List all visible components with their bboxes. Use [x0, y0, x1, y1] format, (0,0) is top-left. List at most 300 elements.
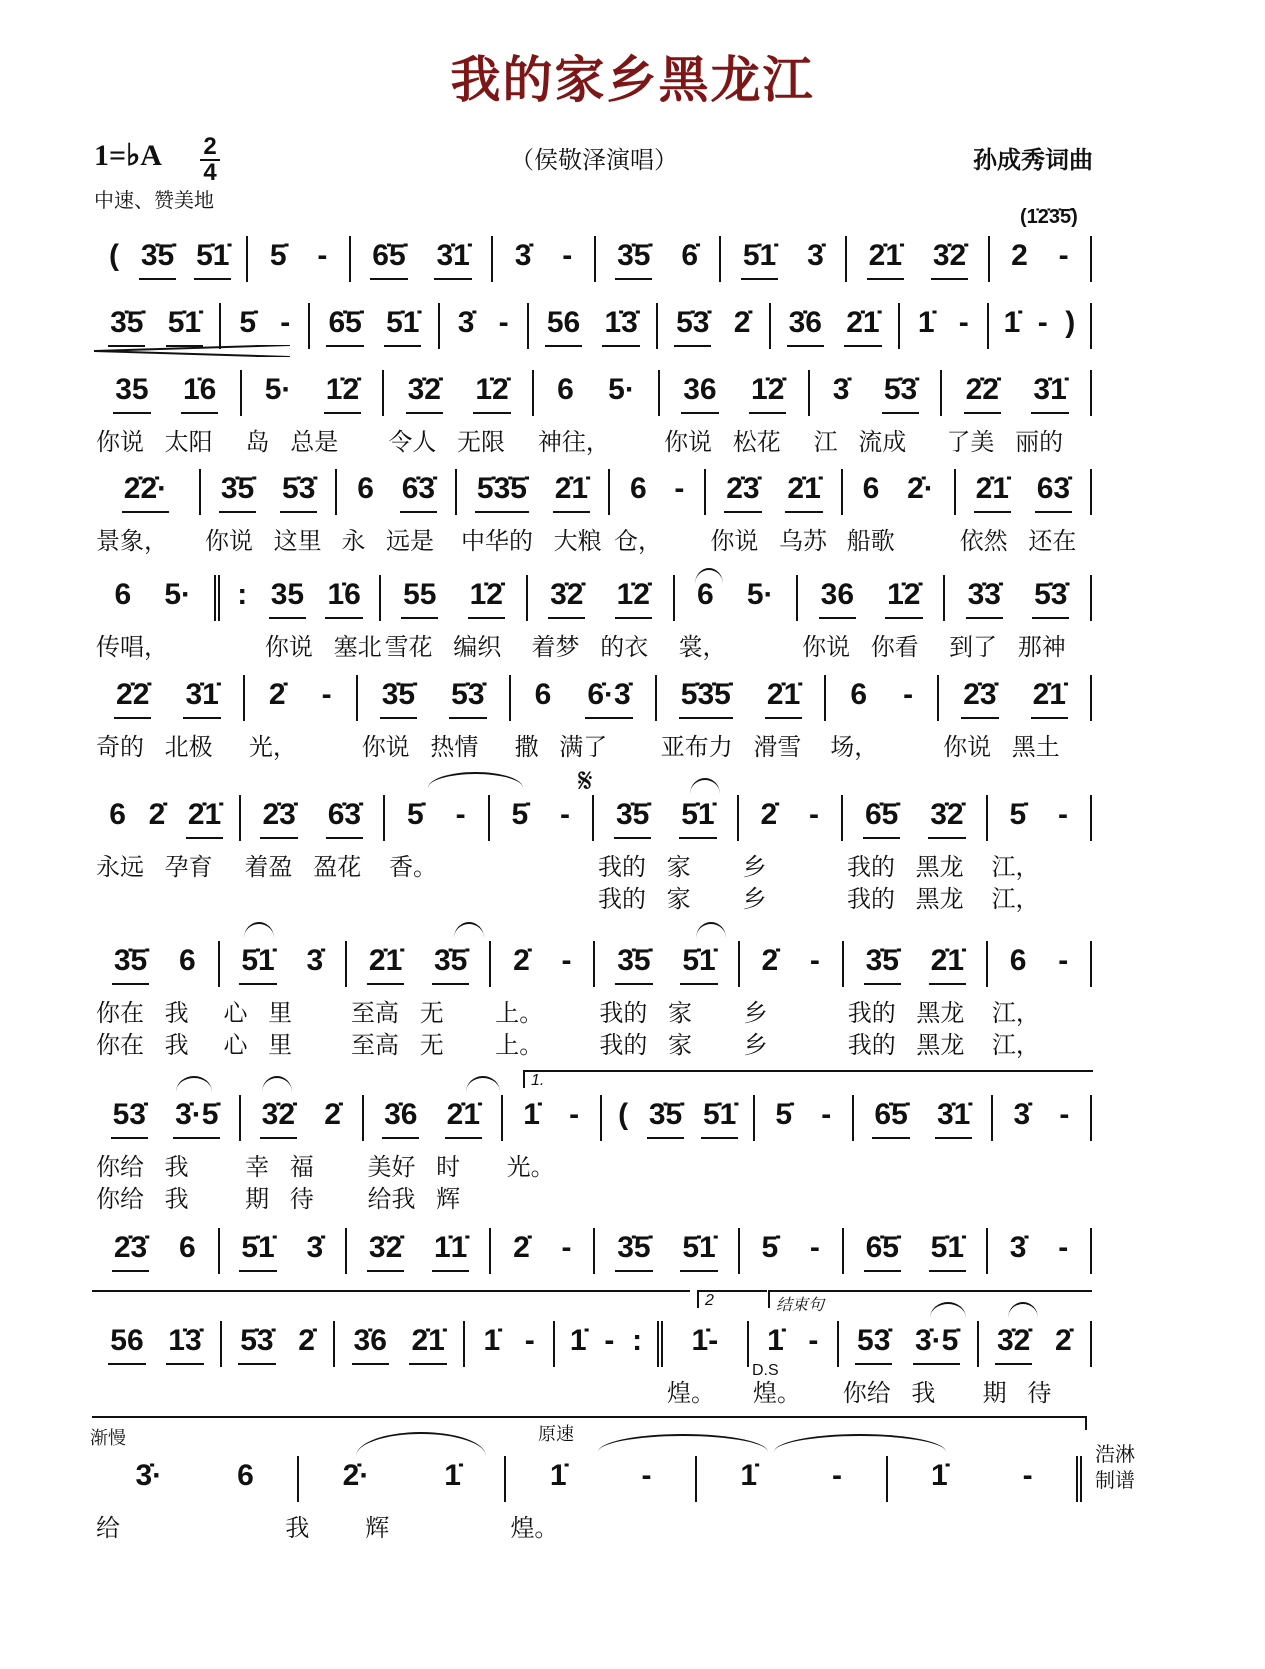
measure: [798, 575, 945, 661]
note-group: 1̇3̇: [166, 1321, 203, 1365]
lyric-verse-1: 亚布力 滑雪: [660, 734, 802, 761]
measure: [358, 675, 511, 761]
note-group: 6̇3̇: [400, 469, 437, 513]
note-group: 1̇2̇: [473, 370, 510, 414]
measure-notes: [370, 1095, 495, 1139]
lyric-verse-1: 我的 家: [599, 1000, 693, 1027]
note-group: 6: [850, 678, 868, 711]
note-group: 36: [819, 575, 856, 619]
note-group: 3̇: [306, 944, 324, 977]
note-group: 6̇5̇: [872, 1095, 909, 1139]
slur: [454, 922, 484, 938]
measure-notes: [745, 795, 835, 837]
measure: [529, 303, 658, 349]
measure: [490, 795, 594, 841]
lyric-verse-2: 乡: [742, 886, 767, 913]
measure-notes: [601, 1228, 731, 1272]
note-group: 5̇: [775, 1098, 793, 1131]
note-group: (: [618, 1098, 629, 1131]
measure: [92, 236, 248, 282]
measure: [740, 941, 844, 1059]
slur: [696, 922, 726, 938]
lyric-verse-2: 你在 我: [96, 1032, 189, 1059]
note-group: 6: [862, 472, 880, 505]
note-group: 2̇1̇: [974, 469, 1011, 513]
measure-notes: [845, 1321, 971, 1365]
measure: [854, 1095, 993, 1141]
measure-notes: [777, 303, 892, 347]
note-group: 1̇6: [325, 575, 362, 619]
note-group: 2̇3̇: [112, 1228, 149, 1272]
measure-notes: [251, 675, 350, 717]
note-group: 6̇5̇: [864, 1228, 901, 1272]
note-group: 6: [357, 472, 374, 505]
measure: [697, 1456, 888, 1502]
measure: [888, 1456, 1083, 1502]
lyric-verse-1: 永远 孕育: [96, 854, 213, 881]
measure: [92, 1095, 241, 1213]
measure: [310, 303, 439, 349]
lyric-verse-1: 船歌: [846, 528, 895, 555]
measure-notes: [608, 1095, 747, 1139]
measure-notes: [98, 370, 234, 414]
measure: [506, 1456, 697, 1542]
note-group: -: [280, 306, 291, 339]
note-group: 3̇·: [135, 1459, 163, 1492]
note-group: -: [1058, 944, 1069, 977]
bracket-line: [92, 1290, 690, 1292]
measure-notes: [226, 1228, 340, 1272]
measure-notes: [248, 370, 377, 414]
measure-notes: [499, 236, 587, 278]
note-group: 56: [108, 1321, 145, 1365]
note-group: 6̇3̇: [326, 795, 363, 839]
measure-notes: [703, 1456, 880, 1498]
lyric-verse-1: 雪花 编织: [384, 634, 502, 661]
score-line: [92, 795, 1092, 913]
measure-notes: [228, 1321, 327, 1365]
note-group: 2̇1̇: [445, 1095, 482, 1139]
note-group: 5̇: [239, 306, 257, 339]
note-group: 3̇·5̇: [913, 1321, 960, 1365]
measure: [503, 1095, 602, 1181]
note-group: 3̇2̇: [928, 795, 965, 839]
note-group: 55: [401, 575, 438, 619]
lyric-verse-1: 我的 黑龙: [847, 854, 964, 881]
note-group: 1̇2̇: [749, 370, 786, 414]
measure: [491, 941, 595, 1059]
slur: [690, 778, 720, 794]
measure: [299, 1456, 506, 1542]
measure: [245, 675, 358, 761]
measure-notes: [98, 1095, 233, 1139]
measure: [241, 795, 386, 881]
lyric-verse-2: 我的 家: [599, 1032, 693, 1059]
note-group: -: [674, 472, 685, 505]
measure-notes: [357, 236, 485, 280]
measure: [610, 469, 706, 555]
segno-icon: 𝄋: [578, 762, 593, 800]
measure: [385, 795, 489, 881]
note-group: 1̇: [569, 1324, 587, 1357]
note-group: 3̇: [1013, 1098, 1031, 1131]
measure-notes: [497, 941, 587, 983]
note-group: 2̇·: [342, 1459, 370, 1492]
measure: [491, 1228, 595, 1274]
measure-notes: [226, 575, 373, 619]
lyric-verse-1: 着梦 的衣: [531, 634, 649, 661]
note-group: 2̇: [733, 306, 751, 339]
measure-notes: [853, 236, 981, 280]
measure-notes: [226, 941, 340, 985]
note-group: 5·: [746, 578, 774, 611]
note-group: 2̇·: [907, 472, 934, 505]
note-group: 2̇: [513, 1231, 530, 1264]
measure-notes: [512, 1456, 689, 1498]
lyric-verse-1: 到了 那神: [949, 634, 1066, 661]
note-group: 6: [114, 578, 132, 611]
note-group: 2̇1̇: [844, 303, 881, 347]
note-group: 3̇: [457, 306, 475, 339]
measure-notes: [746, 941, 836, 983]
measure-notes: [616, 469, 698, 511]
note-group: -: [321, 678, 332, 711]
note-group: 3̇5̇: [108, 303, 145, 347]
measure: [242, 370, 385, 456]
lyric-verse-1: 场，: [830, 734, 879, 761]
measure-notes: [746, 1228, 836, 1270]
note-group: -: [498, 306, 509, 339]
note-group: 3̇2̇: [995, 1321, 1032, 1365]
measure: [739, 795, 843, 913]
note-group: 5̇1̇: [680, 941, 717, 985]
ritardando-marking: 渐慢: [90, 1428, 126, 1448]
lyric-verse-1: 幸 福: [245, 1154, 314, 1181]
measure: [956, 469, 1092, 555]
note-group: 5̇: [761, 1231, 779, 1264]
note-group: 63̇: [1035, 469, 1072, 513]
note-group: 2̇: [268, 678, 286, 711]
note-group: 5̇: [269, 239, 287, 272]
lyric-verse-2: 给我 辉: [367, 1186, 461, 1213]
lyric-verse-1: 我的 家: [598, 854, 691, 881]
measure: [594, 795, 739, 913]
note-group: 5̇: [1009, 798, 1027, 831]
note-group: 5̇3̇: [882, 370, 919, 414]
note-group: 2̇3̇: [260, 795, 297, 839]
score-line: [92, 469, 1092, 555]
measure: [755, 1095, 854, 1141]
note-group: 6: [178, 1231, 196, 1264]
note-group: 5̇1̇: [239, 941, 276, 985]
lyric-verse-1: 期 待: [982, 1380, 1052, 1407]
measure-notes: [669, 1321, 741, 1363]
measure: [92, 1321, 222, 1367]
note-group: 5̇3̇5̇: [475, 469, 529, 513]
measure: [810, 370, 943, 456]
lyric-verse-1: 着盈 盈花: [244, 854, 362, 881]
lyric-verse-1: 你说 松花: [664, 429, 781, 456]
note-group: -: [809, 1231, 820, 1264]
measure: [220, 575, 382, 661]
measure-notes: [98, 1456, 291, 1498]
lyric-verse-1: 乡: [742, 854, 767, 881]
credit-line: 制谱: [1095, 1470, 1135, 1492]
measure-notes: [849, 795, 980, 839]
note-group: 1̇: [483, 1324, 501, 1357]
note-group: 3̇5̇: [615, 236, 652, 280]
a-tempo-marking: 原速: [538, 1424, 574, 1444]
measure-notes: [305, 1456, 498, 1498]
note-group: 2̇: [324, 1098, 341, 1131]
measure-notes: [353, 941, 483, 985]
note-group: 5·: [264, 373, 292, 406]
measure-notes: [353, 1228, 483, 1272]
measure-notes: [945, 675, 1084, 719]
note-group: 2̇1̇: [367, 941, 404, 985]
measure-notes: [712, 469, 834, 513]
measure: [942, 370, 1092, 456]
ending-label: 结束句: [768, 1290, 1092, 1308]
note-group: 2̇3̇: [724, 469, 761, 513]
note-group: 6̇5̇: [326, 303, 363, 347]
measure: [555, 1321, 663, 1367]
measure-notes: [804, 575, 937, 619]
lyric-verse-2: 江，: [991, 1032, 1040, 1059]
note-group: -: [561, 1231, 572, 1264]
measure-notes: [860, 1095, 985, 1139]
note-group: 3̇1̇: [434, 236, 471, 280]
note-group: -: [1058, 239, 1069, 272]
measure: [440, 303, 529, 349]
lyric-verse-1: 景象，: [96, 528, 168, 555]
note-group: 1̇1̇: [432, 1228, 469, 1272]
measure: [721, 236, 847, 282]
note-group: 5̇1̇: [679, 795, 716, 839]
score-line: [92, 1456, 1082, 1542]
note-group: :: [632, 1324, 643, 1357]
bracket-line: [92, 1416, 1087, 1430]
measure-notes: [534, 575, 667, 619]
note-group: 2̇3̇: [961, 675, 998, 719]
note-group: -: [561, 944, 572, 977]
measure: [92, 303, 221, 349]
note-group: 2̇1̇: [785, 469, 822, 513]
lyric-verse-1: 你说 这里: [204, 528, 322, 555]
note-group: 5̇1̇: [194, 236, 231, 280]
note-group: -: [641, 1459, 652, 1492]
note-group: 6: [109, 798, 126, 831]
measure-notes: [601, 941, 731, 985]
credit-line: 浩淋: [1095, 1444, 1135, 1466]
measure-notes: [681, 575, 791, 617]
measure: [847, 236, 989, 282]
note-group: 5̇1̇: [741, 236, 778, 280]
measure: [528, 575, 675, 661]
note-group: 5̇1̇: [166, 303, 203, 347]
note-group: 5̇1̇: [929, 1228, 966, 1272]
note-group: 5̇3̇: [280, 469, 317, 513]
note-group: 1̇3̇: [602, 303, 639, 347]
lyric-verse-1: 你说 你看: [802, 634, 919, 661]
lyric-verse-1: 依然 还在: [959, 528, 1077, 555]
lyric-verse-1: 你说 塞北: [223, 634, 382, 661]
measure-notes: [341, 1321, 457, 1365]
lyric-verse-1: 你说 热情: [361, 734, 479, 761]
measure: [660, 370, 810, 456]
measure-notes: [994, 941, 1084, 983]
note-group: 2̇2̇·: [122, 469, 169, 513]
note-group: 2̇1̇: [409, 1321, 446, 1365]
measure-notes: [496, 795, 586, 837]
measure: [595, 941, 739, 1059]
measure: [351, 236, 493, 282]
note-group: 1̇: [767, 1324, 784, 1357]
lyric-verse-1: 你说 太阳: [96, 429, 213, 456]
lyric-verse-1: 了美 丽的: [946, 429, 1064, 456]
lyric-verse-1: 江 流成: [813, 429, 907, 456]
note-group: 5̇: [511, 798, 529, 831]
measure-notes: [391, 795, 481, 837]
measure: [595, 1228, 739, 1274]
note-group: 2̇: [1054, 1324, 1072, 1357]
lyric-verse-1: 裳，: [678, 634, 727, 661]
note-group: 6: [534, 678, 552, 711]
note-group: -: [1058, 1231, 1069, 1264]
score-line: [92, 675, 1092, 761]
measure: [465, 1321, 555, 1367]
measure: [347, 941, 491, 1059]
note-group: 3̇6: [382, 1095, 419, 1139]
note-group: 6̇5̇: [863, 795, 900, 839]
note-group: 5̇3̇5̇: [679, 675, 733, 719]
measure: [241, 1095, 363, 1213]
measure-notes: [446, 303, 521, 345]
measure-notes: [994, 795, 1084, 837]
note-group: 6: [697, 578, 714, 611]
note-group: -: [808, 1324, 819, 1357]
measure-notes: [98, 469, 193, 513]
lyric-verse-2: 我的 黑龙: [847, 1032, 965, 1059]
measure-notes: [995, 303, 1084, 345]
note-group: :: [237, 578, 248, 611]
note-group: 3̇5̇: [380, 675, 417, 719]
slur: [262, 1076, 292, 1092]
note-group: 36: [681, 370, 718, 414]
note-group: 1̇-: [691, 1324, 719, 1357]
measure-notes: [227, 303, 302, 345]
measure-notes: [948, 370, 1084, 414]
measure: [988, 941, 1092, 1059]
note-group: 5̇1̇: [239, 1228, 276, 1272]
measure: [92, 675, 245, 761]
note-group: 3̇5̇: [219, 469, 256, 513]
alternate-notes: (1̇2̇3̇5̇): [1020, 206, 1078, 228]
measure-notes: [951, 575, 1084, 619]
measure: [771, 303, 900, 349]
measure: [740, 1228, 844, 1274]
measure: [706, 469, 842, 555]
lyric-verse-1: 你说 黑土: [943, 734, 1060, 761]
lyric-verse-1: 心 里: [223, 1000, 293, 1027]
note-group: 2̇1̇: [765, 675, 802, 719]
tie: [428, 772, 523, 788]
note-group: 3̇: [832, 373, 850, 406]
lyric-verse-2: 我的 黑龙: [847, 886, 964, 913]
volta-2: 2: [697, 1290, 767, 1308]
volta-1: 1.: [523, 1070, 1093, 1088]
note-group: -: [524, 1324, 535, 1357]
score-line: [92, 370, 1092, 456]
song-title: 我的家乡黑龙江: [450, 52, 815, 108]
score-line: [92, 1228, 1092, 1274]
note-group: 2̇1̇: [1031, 675, 1068, 719]
measure-notes: [535, 303, 650, 347]
measure-notes: [207, 469, 329, 513]
measure-notes: [98, 1228, 212, 1272]
note-group: 3̇5̇: [614, 795, 651, 839]
note-group: 5·: [608, 373, 635, 406]
note-group: 3̇5̇: [647, 1095, 684, 1139]
measure-notes: [755, 1321, 831, 1363]
measure-notes: [316, 303, 431, 347]
lyric-verse-2: 上。: [495, 1032, 544, 1059]
note-group: 5̇3̇: [674, 303, 711, 347]
note-group: 5̇3̇: [1032, 575, 1069, 619]
note-group: 2̇1̇: [867, 236, 904, 280]
measure: [347, 1228, 491, 1274]
measure-notes: [602, 236, 714, 280]
note-group: 1̇: [917, 306, 935, 339]
lyric-verse-1: 乡: [743, 1000, 768, 1027]
note-group: 3̇5̇: [615, 941, 652, 985]
note-group: 3̇·5̇: [173, 1095, 220, 1139]
dal-segno-marking: D.S: [752, 1362, 779, 1379]
measure-notes: [666, 370, 802, 414]
measure-notes: [98, 941, 212, 985]
note-group: 1̇6: [181, 370, 218, 414]
lyric-verse-2: 心 里: [223, 1032, 293, 1059]
note-group: -: [455, 798, 466, 831]
measure-notes: [98, 675, 237, 719]
note-group: 2̇: [513, 944, 530, 977]
note-group: -: [821, 1098, 832, 1131]
measure: [844, 941, 988, 1059]
measure-notes: [561, 1321, 651, 1363]
note-group: 2̇: [148, 798, 166, 831]
lyric-verse-1: 仓，: [614, 528, 663, 555]
measure-notes: [343, 469, 449, 513]
measure: [988, 1228, 1092, 1274]
note-group: 1̇: [930, 1459, 948, 1492]
note-group: 6: [1009, 944, 1027, 977]
lyric-verse-1: 你在 我: [96, 1000, 189, 1027]
measure-notes: [761, 1095, 846, 1137]
lyric-verse-1: 神往，: [537, 429, 610, 456]
note-group: 1̇: [444, 1459, 461, 1492]
measure-notes: [247, 795, 378, 839]
note-group: (: [108, 239, 119, 272]
note-group: 6̇: [681, 239, 699, 272]
measure-notes: [463, 469, 602, 513]
score-line: [92, 303, 1092, 349]
measure-notes: [999, 1095, 1084, 1137]
note-group: 3̇2̇: [406, 370, 443, 414]
measure-notes: [985, 1321, 1084, 1365]
lyric-verse-1: 给 我: [96, 1515, 310, 1542]
measure: [988, 795, 1092, 913]
measure-notes: [254, 236, 342, 278]
